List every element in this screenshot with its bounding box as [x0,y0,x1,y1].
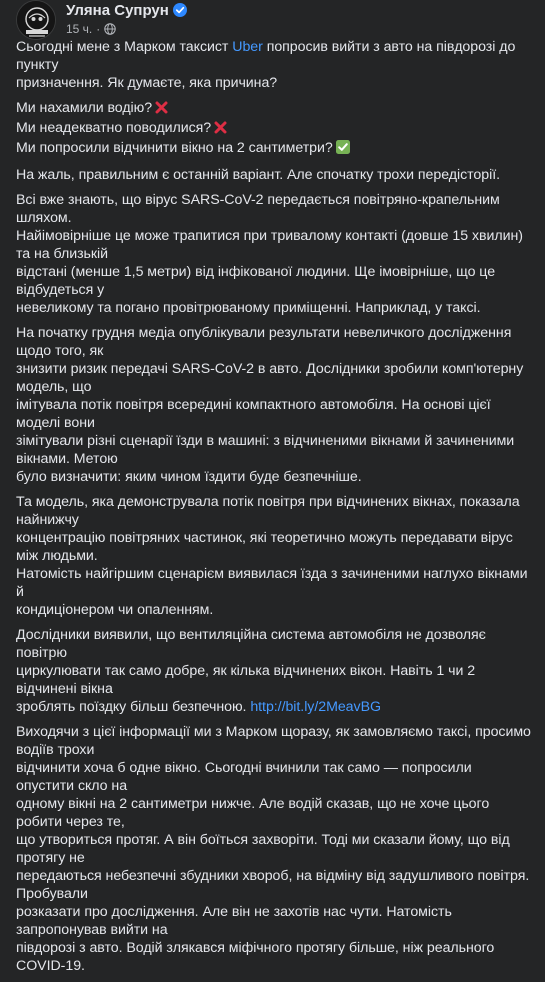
check-mark-icon [336,140,350,159]
text-line: одному вікні на 2 сантиметри нижче. Але водій сказав, що не хоче цього робити через те, [16,796,490,830]
text-line: невеликому та погано провітрюваному приміщенні. Наприклад, у таксі. [16,300,481,316]
paragraph-results [16,493,531,619]
text-line: На початку грудня медіа опублікували результати невеличкого дослідження щодо того, як [16,325,512,359]
option-2: Ми неадекватно поводилися? [16,120,212,136]
intro-text: Сьогодні мене з Марком таксист [16,39,233,55]
text-line: що утвориться протяг. А він боїться захворіти. Тоді ми сказали йому, що від протягу не [16,832,510,866]
option-3: Ми попросили відчинити вікно на 2 сантиметри? [16,140,333,156]
text-line: циркулювати так само добре, як кілька відчинених вікон. Навіть 1 чи 2 відчинені вікна [16,663,476,697]
post-meta [66,22,116,38]
uber-link[interactable]: Uber [232,39,263,55]
paragraph-background [16,191,531,317]
text-line: відчинити хоча б одне вікно. Сьогодні вчинили так само — попросили опустити скло на [16,760,472,794]
intro-line: призначення. Як думаєте, яка причина? [16,75,278,91]
verified-badge-icon [173,3,187,21]
avatar[interactable] [16,0,56,40]
paragraph-story [16,723,531,975]
text-line: було визначити: яким чином їздити буде безпечніше. [16,469,362,485]
meta-separator: · [96,22,101,36]
text-line: відстані (менше 1,5 метри) від інфікованої людини. Ще імовірніше, що це відбудеться у [16,264,496,298]
text-line: Та модель, яка демонструвала потік повітря при відчинених вікнах, показала найнижчу [16,494,520,528]
text-line: Дослідники виявили, що вентиляційна система автомобіля не дозволяє повітрю [16,627,486,661]
paragraph-ventilation [16,626,531,716]
text-line: знизити ризик передачі SARS-CoV-2 в авто. Дослідники зробили комп'ютерну модель, що [16,361,524,395]
text-line: півдорозі з авто. Водій злякався міфічного протягу більше, ніж реального COVID-19. [16,940,495,974]
paragraph-study [16,324,531,486]
text-line: розказати про дослідження. Але він не захотів нас чути. Натомість запропонував вийти на [16,904,452,938]
cross-mark-icon [155,101,168,119]
text-line: зімітували різні сценарії їзди в машині: з відчиненими вікнами й зачиненими вікнами. Метою [16,433,515,467]
intro-text-cont: попросив вийти з авто на півдорозі до пункту [16,39,516,73]
study-link[interactable]: http://bit.ly/2MeavBG [250,699,381,715]
avatar-image [17,1,56,40]
paragraph-intro [16,38,531,92]
author-name[interactable]: Уляна Супрун [66,2,169,19]
paragraph-answer [16,166,531,184]
text-line: Найімовірніше це може трапитися при тривалому контакті (довше 15 хвилин) та на близькій [16,228,523,262]
text-line: передаються небезпечні збудники хвороб, на відміну від задушливого повітря. Пробували [16,868,530,902]
text-line: концентрацію повітряних частинок, які теоретично можуть передавати вірус між людьми. [16,530,513,564]
text-line: Виходячи з цієї інформації ми з Марком щоразу, як замовляємо таксі, просимо водіїв трохи [16,724,531,758]
cross-mark-icon [214,121,227,139]
option-1: Ми нахамили водію? [16,100,153,116]
post-timestamp[interactable]: 15 ч. [66,22,93,36]
text-line: кондиціонером чи опаленням. [16,602,214,618]
post-body [16,38,531,982]
text-line: зроблять поїздку більш безпечною. [16,699,251,715]
answer-text: На жаль, правильним є останній варіант. Але спочатку трохи передісторії. [16,167,500,183]
post-header [16,0,536,42]
text-line: імітувала потік повітря всередині компактного автомобіля. На основі цієї моделі вони [16,397,491,431]
text-line: Всі вже знають, що вірус SARS-CoV-2 передається повітряно-крапельним шляхом. [16,192,500,226]
globe-icon[interactable] [104,23,116,38]
paragraph-options [16,99,531,159]
text-line: Натомість найгіршим сценарієм виявилася їзда з зачиненими наглухо вікнами й [16,566,528,600]
